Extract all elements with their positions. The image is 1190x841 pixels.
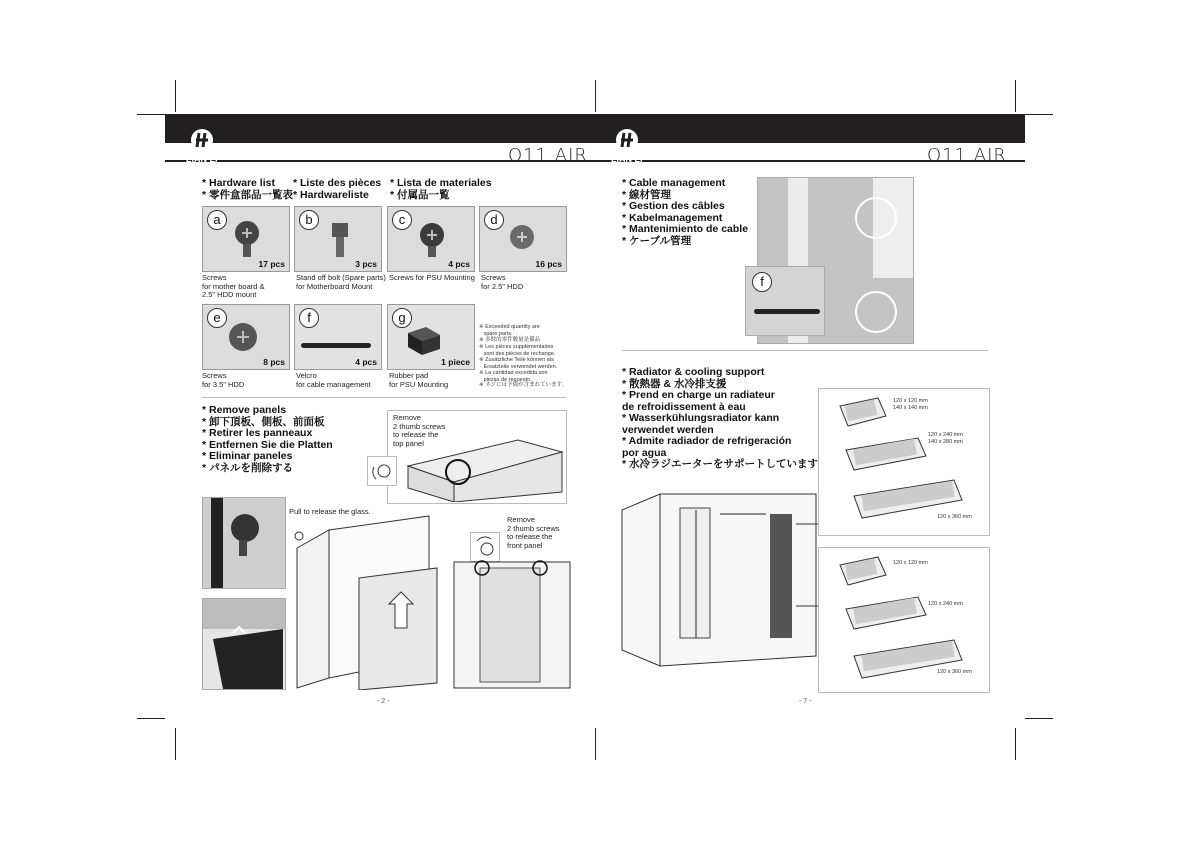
radiator-icon	[838, 555, 888, 591]
hardware-item-g	[387, 304, 475, 370]
hardware-item-b	[294, 206, 382, 272]
section-divider	[202, 397, 566, 398]
spare-note: ※ Zusätzliche Teile können als Ersatzteile verwendet werden.	[479, 357, 558, 370]
glass-release-photo	[202, 598, 286, 690]
page-number: - 2 -	[377, 698, 390, 705]
item-caption: Velcro for cable management	[296, 371, 371, 389]
crop-mark	[595, 728, 596, 760]
spare-note: ※ 多餘的零件數量是備品	[479, 337, 541, 343]
screw-icon	[504, 219, 540, 259]
radiator-heading: * Radiator & cooling support * 散熱器 & 水冷排支援 * Prend en charge un radiateur de refroidissement à eau * Wasserkühlungsradiator kann verwendet werden * Admite radiador de refrigeración por agua * 水冷ラジエーターをサポートしています	[622, 366, 819, 470]
item-letter: d	[484, 210, 504, 230]
item-letter: e	[207, 308, 227, 328]
thumb-screw-icon	[368, 457, 396, 485]
radiator-icon	[838, 396, 888, 432]
radiator-size-label: 120 x 120 mm 140 x 140 mm	[893, 398, 928, 411]
hardware-heading: * Liste des pièces * Hardwareliste	[293, 177, 382, 201]
item-qty: 3 pcs	[355, 259, 377, 269]
item-qty: 4 pcs	[355, 357, 377, 367]
section-divider	[622, 350, 988, 351]
item-qty: 8 pcs	[263, 357, 285, 367]
screw-icon	[414, 219, 450, 259]
screw-icon	[223, 317, 263, 361]
item-qty: 1 piece	[441, 357, 470, 367]
hardware-item-e	[202, 304, 290, 370]
item-caption: Screws for 3.5" HDD	[202, 371, 245, 389]
radiator-icon	[844, 436, 928, 476]
remove-panels-heading: * Remove panels * 卸下頂板、側板、前面板 * Retirer les panneaux * Entfernen Sie die Platten * Eliminar paneles * パネルを削除する	[202, 404, 333, 474]
spare-note: ※ Exceeded quantity are spare parts.	[479, 324, 540, 337]
remove-top-caption: Remove 2 thumb screws to release the top panel	[393, 413, 446, 448]
hardware-heading: * Hardware list * 零件盒部品一覧表	[202, 177, 294, 201]
thumb-screw-icon	[203, 498, 285, 588]
case-radiator-illustration	[620, 490, 820, 670]
radiator-icon	[852, 638, 964, 684]
thumb-screw-photo	[202, 497, 286, 589]
case-top-panel-illustration	[398, 432, 564, 502]
radiator-size-label: 120 x 360 mm	[937, 514, 972, 520]
item-caption: Screws for mother board & 2.5" HDD mount	[202, 273, 265, 299]
item-letter: c	[392, 210, 412, 230]
radiator-size-label: 120 x 240 mm	[928, 601, 963, 607]
lian-li-logo-icon	[172, 126, 232, 166]
header-band	[595, 114, 1025, 143]
crop-mark	[595, 80, 596, 112]
item-letter: f	[752, 272, 772, 292]
case-front-panel-illustration	[452, 556, 572, 690]
spare-note: ※ La cantidad excedida son piezas de repuesto.	[479, 370, 548, 383]
hardware-heading: * Lista de materiales * 付属品一覧	[390, 177, 492, 201]
hardware-item-d	[479, 206, 567, 272]
brand-text: LIAN LI	[186, 154, 218, 164]
item-letter: g	[392, 308, 412, 328]
radiator-icon	[844, 595, 928, 635]
radiator-size-label: 120 x 120 mm	[893, 560, 928, 566]
brand-logo	[172, 126, 232, 166]
crop-mark	[1025, 114, 1053, 115]
lian-li-logo-icon	[597, 126, 657, 166]
hardware-item-a	[202, 206, 290, 272]
page-number: - 7 -	[799, 698, 812, 705]
brand-text: LIAN LI	[611, 154, 643, 164]
crop-mark	[137, 114, 165, 115]
thumb-screw-badge	[367, 456, 397, 486]
pull-glass-caption: Pull to release the glass.	[289, 507, 371, 516]
header-rule	[165, 160, 1025, 162]
crop-mark	[175, 80, 176, 112]
item-letter: a	[207, 210, 227, 230]
arrow-up-icon	[203, 599, 285, 689]
brand-logo	[597, 126, 657, 166]
crop-mark	[1015, 80, 1016, 112]
rubber-pad-icon	[404, 323, 444, 357]
radiator-size-label: 120 x 360 mm	[937, 669, 972, 675]
crop-mark	[1015, 728, 1016, 760]
case-side-panel-illustration	[289, 508, 449, 690]
crop-mark	[175, 728, 176, 760]
item-qty: 16 pcs	[535, 259, 562, 269]
spare-note: ※ ネジには予備が含まれています。	[479, 382, 568, 388]
item-letter: f	[299, 308, 319, 328]
item-caption: Stand off bolt (Spare parts) for Motherboard Mount	[296, 273, 386, 291]
crop-mark	[1025, 718, 1053, 719]
spare-note: ※ Les pièces supplémentaires sont des pièces de rechange.	[479, 344, 556, 357]
remove-front-caption: Remove 2 thumb screws to release the front panel	[507, 515, 560, 550]
cable-management-heading: * Cable management * 線材管理 * Gestion des câbles * Kabelmanagement * Mantenimiento de cable * ケーブル管理	[622, 177, 749, 247]
item-caption: Screws for 2.5" HDD	[481, 273, 524, 291]
standoff-icon	[325, 221, 355, 263]
item-caption: Screws for PSU Mounting	[389, 273, 475, 282]
model-name: O11 AIR	[927, 145, 1007, 166]
hardware-item-c	[387, 206, 475, 272]
velcro-inset-photo	[745, 266, 825, 336]
radiator-size-label: 120 x 240 mm 140 x 280 mm	[928, 432, 963, 445]
screw-icon	[229, 219, 265, 259]
item-letter: b	[299, 210, 319, 230]
velcro-icon	[754, 309, 820, 314]
item-qty: 4 pcs	[448, 259, 470, 269]
item-caption: Rubber pad for PSU Mounting	[389, 371, 449, 389]
item-qty: 17 pcs	[258, 259, 285, 269]
crop-mark	[137, 718, 165, 719]
velcro-icon	[301, 343, 371, 348]
hardware-item-f	[294, 304, 382, 370]
model-name: O11 AIR	[508, 145, 588, 166]
